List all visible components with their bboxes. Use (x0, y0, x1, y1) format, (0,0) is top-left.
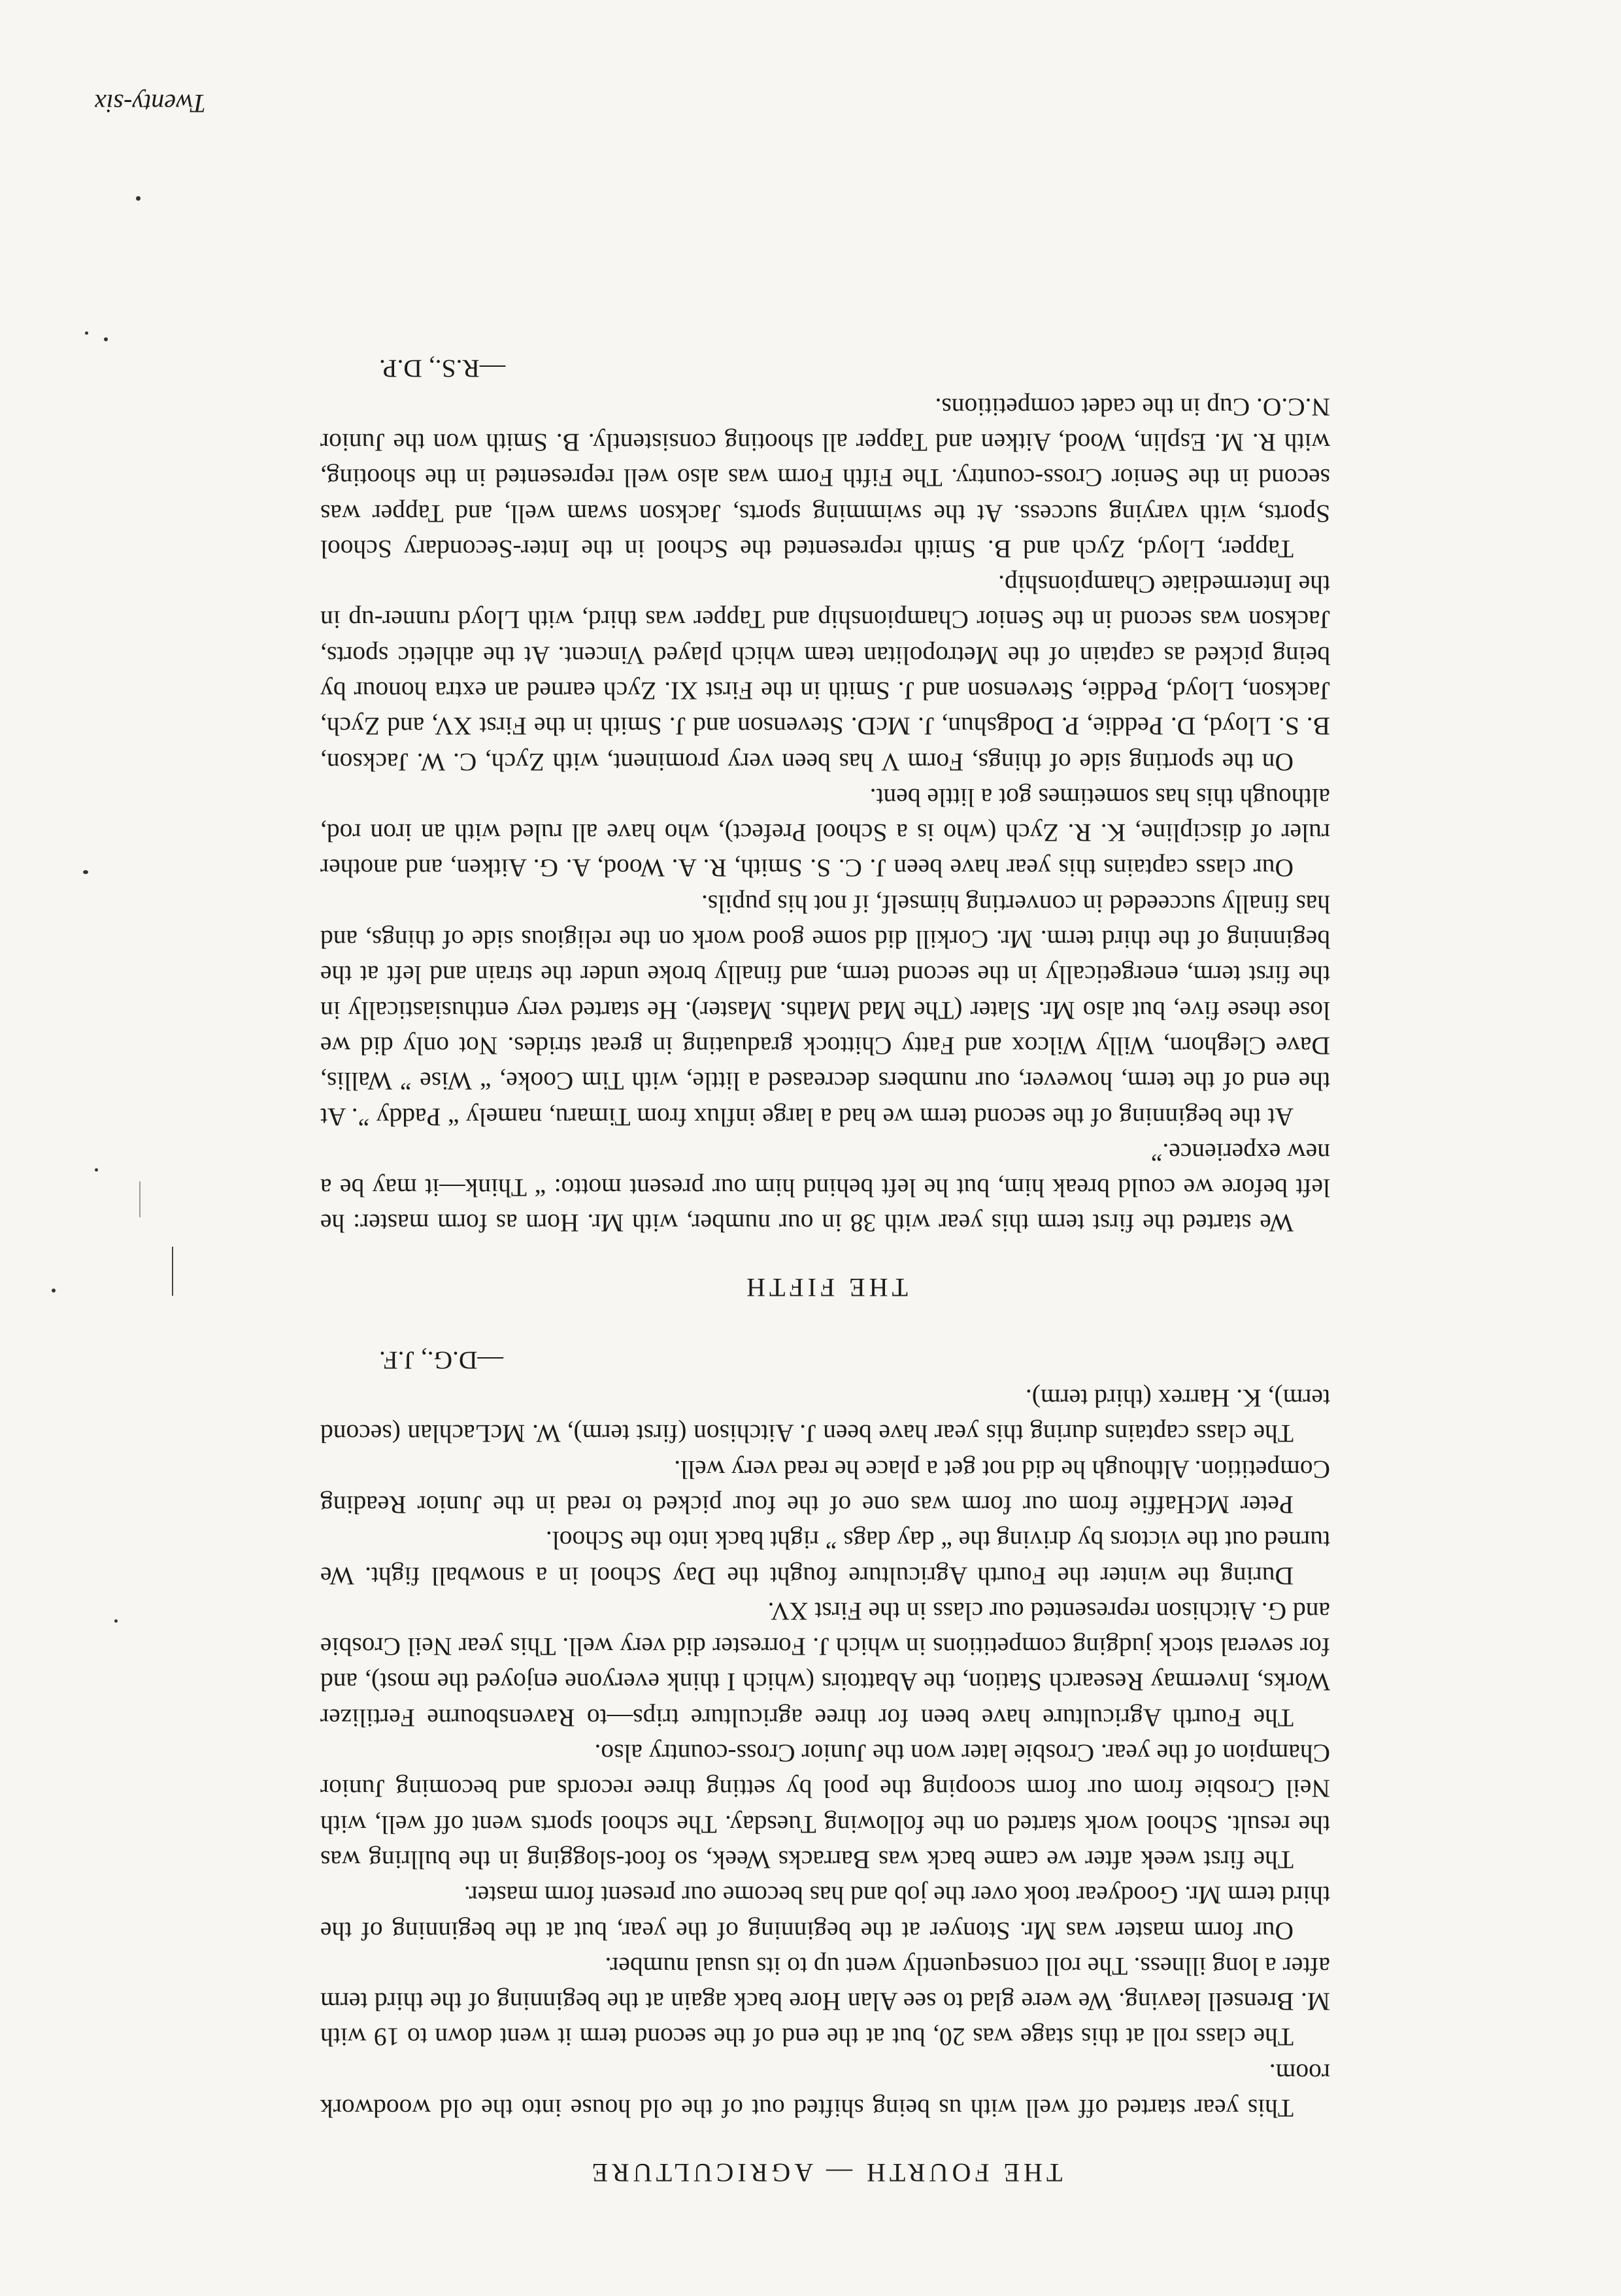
paragraph: Our form master was Mr. Stonyer at the beginning of the year, but at the beginning of the third term Mr. Goodyear took over the job and has become our present form master. (320, 1881, 1330, 1946)
paragraph: Tapper, Lloyd, Zych and B. Smith represented the School in the Inter-Secondary School Sports, with varying success. At the swimming sports, Jackson swam well, and Tapper was second in the Senior Cross-country. The Fifth Form was also well represented in the shooting, with R. M. Esplin, Wood, Aitken and Tapper all shooting consistently. B. Smith won the Junior N.C.O. Cup in the cadet competitions. (320, 392, 1330, 564)
scan-speck (52, 1289, 56, 1292)
margin-mark (172, 1247, 173, 1296)
section-signature: —R.S., D.P. (379, 354, 506, 384)
paragraph: Our class captains this year have been J. C. S. Smith, R. A. Wood, A. G. Aitken, and another ruler of discipline, K. R. Zych (who is a School Prefect), who have all ruled with an iron rod, although this has sometimes got a little bent. (320, 783, 1330, 883)
scan-speck (95, 1168, 98, 1172)
paragraph: We started the first term this year with 38 in our number, with Mr. Horn as form master: he left before we could break him, but he left behind him our present motto: “ Think—it may be a new experience.” (320, 1138, 1330, 1238)
paragraph: Peter McHaffie from our form was one of the four picked to read in the Junior Reading Competition. Although he did not get a place he read very well. (320, 1455, 1330, 1519)
page-number: Twenty-six (94, 89, 206, 118)
paragraph: This year started off well with us being shifted out of the old house into the old woodwork room. (320, 2058, 1330, 2123)
scan-speck (83, 870, 88, 874)
section-signature: —D.G., J.F. (379, 1345, 503, 1375)
margin-mark (139, 1181, 141, 1217)
paragraph: The class roll at this stage was 20, but at the end of the second term it went down to 19 with M. Brensell leaving. We were glad to see Alan Hore back again at the beginning of the third term after a long illness. The roll consequently went up to its usual number. (320, 1951, 1330, 2052)
paragraph: The first week after we came back was Barracks Week, so foot-slogging in the bullring was the result. School work started on the following Tuesday. The school sports went off well, with Neil Crosbie from our form scooping the pool by setting three records and becoming Junior Champion of the year. Crosbie later won the Junior Cross-country also. (320, 1739, 1330, 1874)
section-title-fifth: THE FIFTH (743, 1273, 908, 1303)
paragraph: On the sporting side of things, Form V has been very prominent, with Zych, C. W. Jackson, B. S. Lloyd, D. Peddie, P. Dodgshun, J. McD. Stevenson and J. Smith in the First XV, and Zych, Jackson, Lloyd, Peddie, Stevenson and J. Smith in the First XI. Zych earned an extra honour by being picked as captain of the Metropolitan team which played Vincent. At the athletic sports, Jackson was second in the Senior Championship and Tapper was third, with Lloyd runner-up in the Intermediate Championship. (320, 570, 1330, 777)
scan-speck (114, 1619, 118, 1623)
scan-speck (136, 196, 141, 201)
paragraph: The class captains during this year have been J. Aitchison (first term), W. McLachlan (second term), K. Harrex (third term). (320, 1384, 1330, 1449)
page-content (320, 351, 1330, 2188)
paragraph: The Fourth Agriculture have been for three agriculture trips—to Ravensbourne Fertilizer Works, Invermay Research Station, the Abattoirs (which I think everyone enjoyed the most), and for several stock judging competitions in which J. Forrester did very well. This year Neil Crosbie and G. Aitchison represented our class in the First XV. (320, 1596, 1330, 1732)
paragraph: During the winter the Fourth Agriculture fought the Day School in a snowball fight. We turned out the victors by driving the “ day dags ” right back into the School. (320, 1526, 1330, 1591)
scan-speck (85, 331, 88, 335)
section-title-fourth-agriculture: THE FOURTH — AGRICULTURE (588, 2158, 1063, 2187)
scan-speck (104, 337, 108, 341)
paragraph: At the beginning of the second term we had a large influx from Timaru, namely “ Paddy ”. At the end of the term, however, our numbers decreased a little, with Tim Cooke, “ Wise ” Wallis, Dave Cleghorn, Willy Wilcox and Fatty Chittock graduating in great strides. Not only did we lose these five, but also Mr. Slater (The Mad Maths. Master). He started very enthusiastically in the first term, energetically in the second term, and finally broke under the strain and left at the beginning of the third term. Mr. Corkill did some good work on the religious side of things, and has finally succeeded in converting himself, if not his pupils. (320, 889, 1330, 1132)
